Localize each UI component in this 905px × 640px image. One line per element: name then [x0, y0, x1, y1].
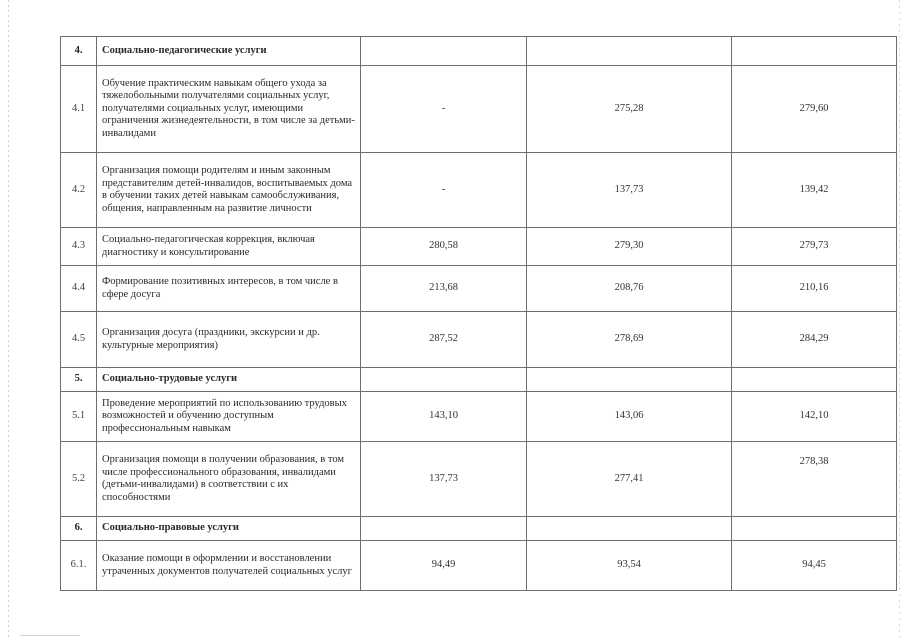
empty-cell [527, 37, 732, 66]
table-row [61, 442, 897, 517]
row-number: 6.1. [61, 541, 97, 591]
row-description: Обучение практическим навыкам общего ухода за тяжелобольными получателями социальных услуг, получателями социальных услуг, имеющими ограничения жизнедеятельности, в том числе за детьми-инвалидами [97, 66, 361, 153]
table-row [61, 312, 897, 368]
row-value-2: 143,06 [527, 392, 732, 442]
row-value-1: 137,73 [361, 442, 527, 517]
row-value-1: 280,58 [361, 228, 527, 266]
page-edge-bottom [20, 635, 80, 636]
table-row [61, 228, 897, 266]
empty-cell [732, 37, 897, 66]
row-description: Организация помощи родителям и иным законным представителям детей-инвалидов, воспитываемых дома в обучении таких детей навыкам самообслуживания, общения, направленным на развитие личности [97, 153, 361, 228]
section-number: 5. [61, 368, 97, 392]
section-title: Социально-педагогические услуги [97, 37, 361, 66]
empty-cell [732, 517, 897, 541]
section-number: 6. [61, 517, 97, 541]
row-value-2: 137,73 [527, 153, 732, 228]
row-value-2: 277,41 [527, 442, 732, 517]
empty-cell [527, 368, 732, 392]
row-value-2: 279,30 [527, 228, 732, 266]
row-description: Организация помощи в получении образования, в том числе профессионального образования, инвалидами (детьми-инвалидами) в соответствии с их способностями [97, 442, 361, 517]
row-value-1: 287,52 [361, 312, 527, 368]
table-row [61, 541, 897, 591]
row-description: Проведение мероприятий по использованию трудовых возможностей и обучению доступным профессиональным навыкам [97, 392, 361, 442]
section-row-4 [61, 37, 897, 66]
row-description: Формирование позитивных интересов, в том числе в сфере досуга [97, 266, 361, 312]
row-value-2: 275,28 [527, 66, 732, 153]
row-value-3: 142,10 [732, 392, 897, 442]
section-title: Социально-трудовые услуги [97, 368, 361, 392]
table-row [61, 266, 897, 312]
row-number: 4.1 [61, 66, 97, 153]
section-title: Социально-правовые услуги [97, 517, 361, 541]
row-value-3: 210,16 [732, 266, 897, 312]
page-edge-left [8, 0, 9, 640]
empty-cell [361, 517, 527, 541]
table-row [61, 66, 897, 153]
section-number: 4. [61, 37, 97, 66]
row-number: 4.3 [61, 228, 97, 266]
section-row-6 [61, 517, 897, 541]
row-description: Оказание помощи в оформлении и восстановлении утраченных документов получателей социальных услуг [97, 541, 361, 591]
services-table [60, 36, 897, 591]
row-value-3: 139,42 [732, 153, 897, 228]
row-number: 4.5 [61, 312, 97, 368]
row-value-3: 279,60 [732, 66, 897, 153]
empty-cell [527, 517, 732, 541]
empty-cell [361, 368, 527, 392]
section-row-5 [61, 368, 897, 392]
row-value-1: 94,49 [361, 541, 527, 591]
row-value-2: 93,54 [527, 541, 732, 591]
row-number: 5.1 [61, 392, 97, 442]
table-row [61, 392, 897, 442]
page-edge-right [899, 0, 900, 640]
row-value-1: 213,68 [361, 266, 527, 312]
row-value-1: - [361, 66, 527, 153]
row-description: Организация досуга (праздники, экскурсии и др. культурные мероприятия) [97, 312, 361, 368]
row-value-3: 284,29 [732, 312, 897, 368]
empty-cell [732, 368, 897, 392]
row-value-3: 278,38 [732, 442, 897, 517]
table-row [61, 153, 897, 228]
row-number: 5.2 [61, 442, 97, 517]
row-value-3: 94,45 [732, 541, 897, 591]
row-value-3: 279,73 [732, 228, 897, 266]
row-value-1: - [361, 153, 527, 228]
row-value-2: 208,76 [527, 266, 732, 312]
row-description: Социально-педагогическая коррекция, включая диагностику и консультирование [97, 228, 361, 266]
row-value-1: 143,10 [361, 392, 527, 442]
row-number: 4.4 [61, 266, 97, 312]
empty-cell [361, 37, 527, 66]
row-number: 4.2 [61, 153, 97, 228]
row-value-2: 278,69 [527, 312, 732, 368]
